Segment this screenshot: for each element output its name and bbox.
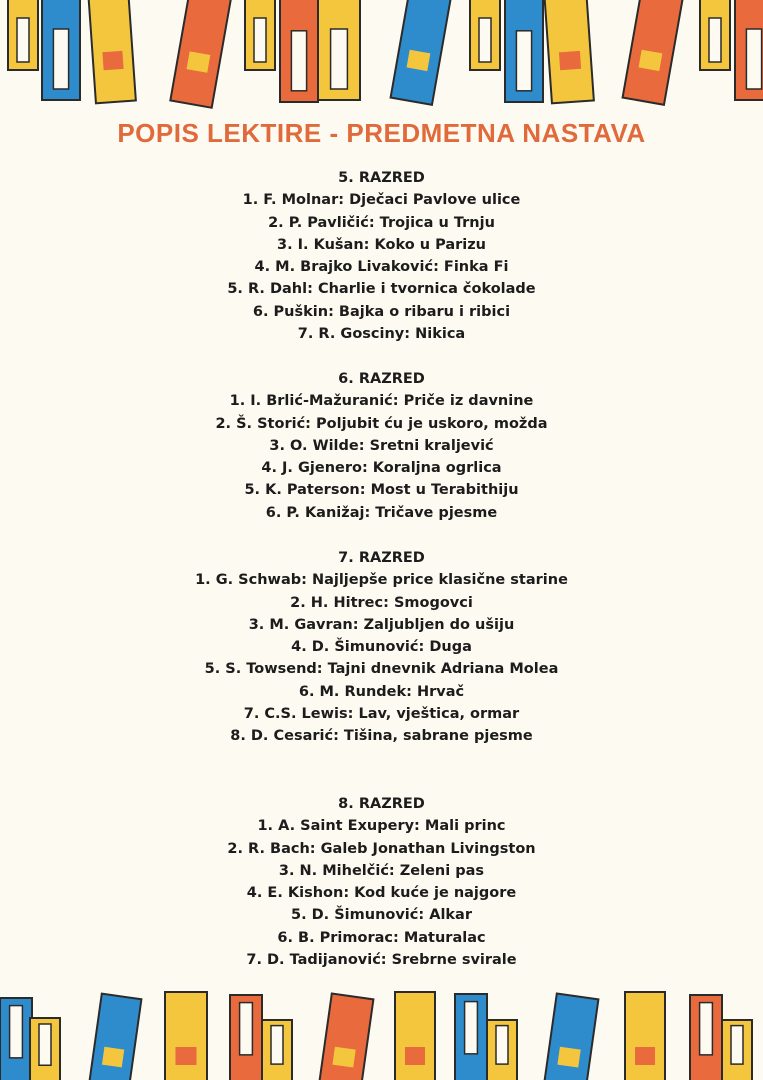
list-item: 6. P. Kanižaj: Tričave pjesme xyxy=(265,504,498,521)
section-grade-5 xyxy=(0,167,763,345)
book-spine-icon xyxy=(735,0,763,100)
list-item: 6. B. Primorac: Maturalac xyxy=(277,929,486,946)
list-item: 4. D. Šimunović: Duga xyxy=(291,639,472,656)
section-heading: 5. RAZRED xyxy=(338,170,425,186)
book-spine-icon xyxy=(470,0,500,70)
list-item: 7. R. Gosciny: Nikica xyxy=(297,326,466,343)
book-spine-icon xyxy=(700,0,730,70)
book-spine-icon xyxy=(88,0,136,103)
list-item: 3. N. Mihelčić: Zeleni pas xyxy=(278,862,485,879)
book-spine-icon xyxy=(722,1020,752,1080)
list-item: 4. J. Gjenero: Koraljna ogrlica xyxy=(261,460,502,477)
list-item: 5. R. Dahl: Charlie i tvornica čokolade xyxy=(227,281,536,298)
page-title: POPIS LEKTIRE - PREDMETNA NASTAVA xyxy=(117,118,646,148)
book-spine-icon xyxy=(262,1020,292,1080)
list-item: 4. M. Brajko Livaković: Finka Fi xyxy=(254,259,509,276)
book-spine-icon xyxy=(30,1018,60,1080)
book-spine-icon xyxy=(505,0,543,102)
book-row-bottom-icon xyxy=(0,990,763,1080)
list-item: 8. D. Cesarić: Tišina, sabrane pjesme xyxy=(230,728,533,745)
section-heading: 6. RAZRED xyxy=(338,371,425,387)
book-spine-icon xyxy=(319,994,374,1080)
book-spine-icon xyxy=(487,1020,517,1080)
book-spine-icon xyxy=(280,0,318,102)
book-list xyxy=(0,569,763,747)
list-item: 3. M. Gavran: Zaljubljen do ušiju xyxy=(248,616,515,633)
list-item: 2. H. Hitrec: Smogovci xyxy=(290,594,473,611)
list-item: 4. E. Kishon: Kod kuće je najgore xyxy=(246,885,517,902)
list-item: 1. A. Saint Exupery: Mali princ xyxy=(257,818,506,835)
list-item: 2. P. Pavličić: Trojica u Trnju xyxy=(268,214,495,231)
list-item: 6. M. Rundek: Hrvač xyxy=(298,683,465,700)
list-item: 3. I. Kušan: Koko u Parizu xyxy=(277,236,486,253)
list-item: 5. D. Šimunović: Alkar xyxy=(290,907,472,924)
list-item: 1. F. Molnar: Dječaci Pavlove ulice xyxy=(242,192,521,209)
section-grade-6 xyxy=(0,368,763,524)
list-item: 3. O. Wilde: Sretni kraljević xyxy=(269,437,494,454)
section-grade-7 xyxy=(0,547,763,748)
book-spine-icon xyxy=(690,995,722,1080)
list-item: 2. Š. Storić: Poljubit ću je uskoro, možda xyxy=(215,415,548,432)
book-spine-icon xyxy=(544,994,599,1080)
book-spine-icon xyxy=(89,994,142,1080)
section-grade-8 xyxy=(0,793,763,971)
section-heading: 7. RAZRED xyxy=(338,550,425,566)
book-row-top-icon xyxy=(0,0,763,110)
list-item: 7. C.S. Lewis: Lav, vještica, ormar xyxy=(243,706,520,723)
list-item: 6. Puškin: Bajka o ribaru i ribici xyxy=(252,303,511,320)
book-list xyxy=(0,815,763,971)
book-spine-icon xyxy=(245,0,275,70)
book-spine-icon xyxy=(165,992,207,1080)
book-spine-icon xyxy=(544,0,594,103)
list-item: 1. I. Brlić-Mažuranić: Priče iz davnine xyxy=(229,393,534,410)
book-spine-icon xyxy=(455,994,487,1080)
book-list xyxy=(0,189,763,345)
book-spine-icon xyxy=(8,0,38,70)
book-spine-icon xyxy=(625,992,665,1080)
book-spine-icon xyxy=(623,0,684,105)
book-spine-icon xyxy=(395,992,435,1080)
book-spine-icon xyxy=(318,0,360,100)
book-spine-icon xyxy=(170,0,231,108)
list-item: 2. R. Bach: Galeb Jonathan Livingston xyxy=(227,840,536,857)
list-item: 7. D. Tadijanović: Srebrne svirale xyxy=(246,952,517,969)
book-spine-icon xyxy=(391,0,452,105)
list-item: 5. S. Towsend: Tajni dnevnik Adriana Molea xyxy=(204,661,559,678)
list-item: 1. G. Schwab: Najljepše price klasične starine xyxy=(195,572,568,589)
book-spine-icon xyxy=(230,995,262,1080)
book-spine-icon xyxy=(42,0,80,100)
list-item: 5. K. Paterson: Most u Terabithiju xyxy=(244,482,519,499)
book-list xyxy=(0,390,763,524)
section-heading: 8. RAZRED xyxy=(338,796,425,812)
book-spine-icon xyxy=(0,998,32,1080)
